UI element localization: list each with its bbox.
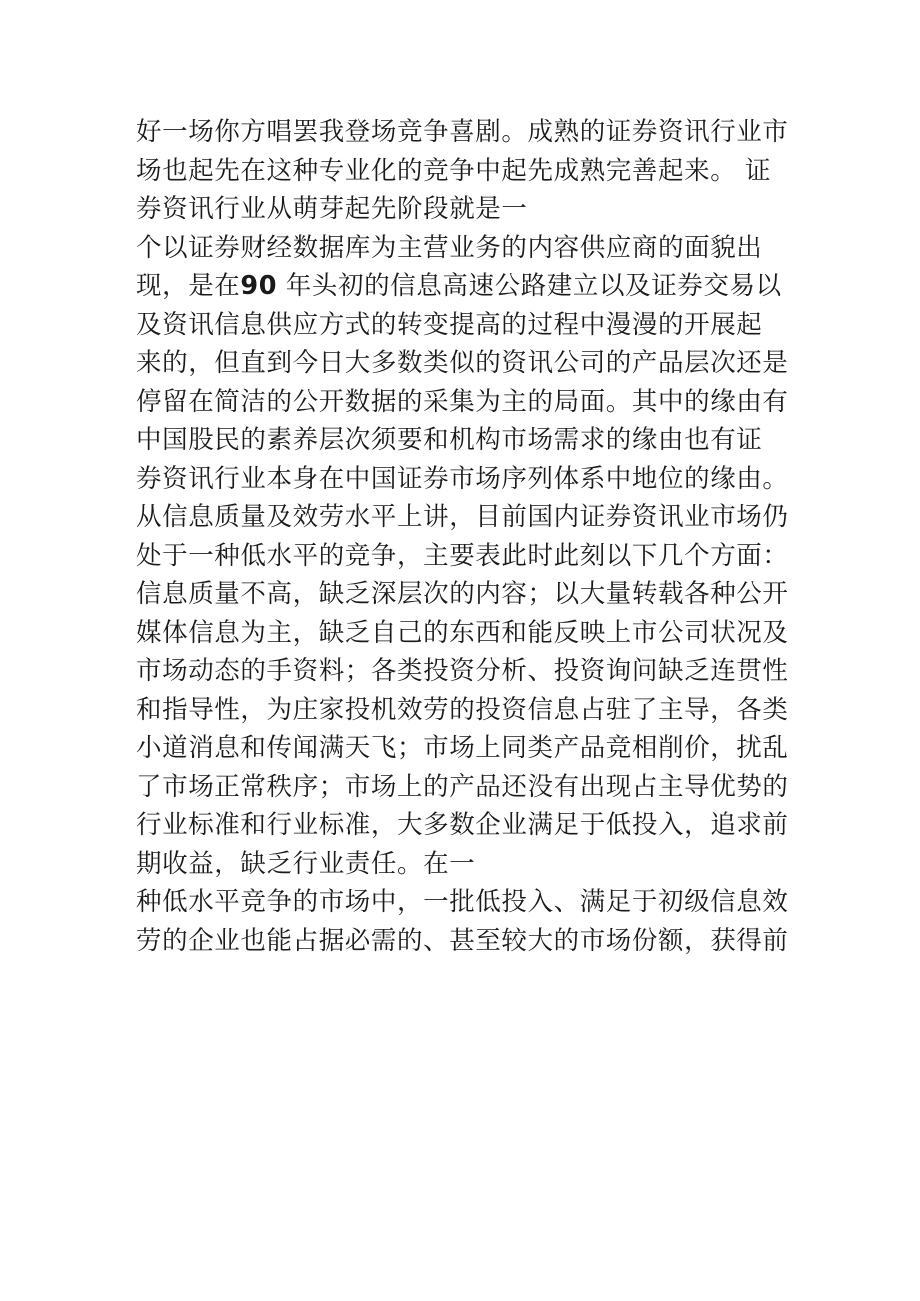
text-line: 行业标准和行业标准，大多数企业满足于低投入，追求前: [136, 810, 789, 840]
text-line: 种低水平竞争的市场中，一批低投入、满足于初级信息效: [136, 887, 789, 917]
text-line: 媒体信息为主，缺乏自己的东西和能反映上市公司状况及: [136, 617, 789, 648]
text-line: 市场动态的手资料；各类投资分析、投资询问缺乏连贯性: [136, 656, 789, 686]
text-line: 个以证券财经数据库为主营业务的内容供应商的面貌出: [136, 232, 763, 263]
text-line: 好一场你方唱罢我登场竞争喜剧。成熟的证券资讯行业市: [136, 117, 789, 147]
text-line: 和指导性，为庄家投机效劳的投资信息占驻了主导，各类: [136, 694, 789, 725]
text-line: 停留在简洁的公开数据的采集为主的局面。其中的缘由有: [136, 386, 789, 417]
text-line: 了市场正常秩序；市场上的产品还没有出现占主导优势的: [136, 771, 789, 802]
text-line: 来的，但直到今日大多数类似的资讯公司的产品层次还是: [136, 348, 789, 378]
text-segment: 年头初的信息高速公路建立以及证券交易以: [277, 271, 782, 301]
text-line: [136, 267, 816, 306]
text-line: 中国股民的素养层次须要和机构市场需求的缘由也有证: [136, 425, 763, 455]
text-line: 劳的企业也能占据必需的、甚至较大的市场份额，获得前: [136, 925, 789, 956]
text-line: 券资讯行业从萌芽起先阶段就是一: [136, 194, 528, 224]
text-line: 场也起先在这种专业化的竞争中起先成熟完善起来。 证: [136, 155, 772, 186]
text-line: 从信息质量及效劳水平上讲，目前国内证券资讯业市场仍: [136, 502, 789, 532]
text-line: 处于一种低水平的竞争，主要表此时此刻以下几个方面：: [136, 540, 789, 571]
text-segment: 现，是在: [136, 271, 241, 301]
body-text: [136, 113, 816, 960]
text-line: 期收益，缺乏行业责任。在一: [136, 848, 476, 879]
text-line: 信息质量不高，缺乏深层次的内容；以大量转载各种公开: [136, 579, 789, 609]
bold-number: 90: [240, 271, 278, 301]
text-line: 券资讯行业本身在中国证券市场序列体系中地位的缘由。: [136, 463, 789, 494]
text-line: 及资讯信息供应方式的转变提高的过程中漫漫的开展起: [136, 309, 763, 340]
text-line: 小道消息和传闻满天飞；市场上同类产品竞相削价，扰乱: [136, 733, 789, 763]
